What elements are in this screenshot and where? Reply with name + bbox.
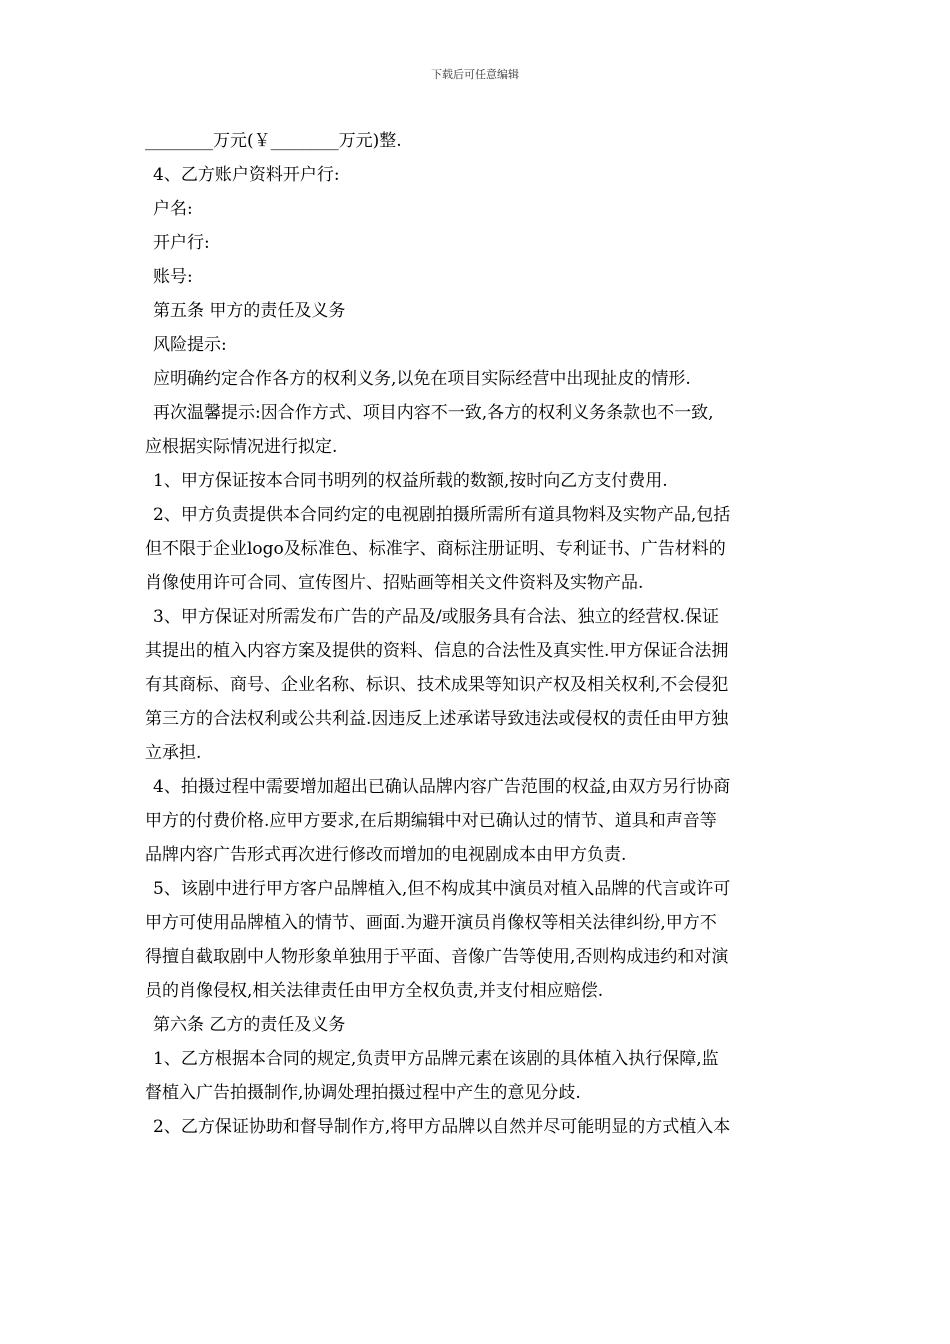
text-line: ________万元(￥________万元)整. (145, 131, 402, 151)
text-line: 2、甲方负责提供本合同约定的电视剧拍摄所需所有道具物料及实物产品,包括 (153, 505, 731, 525)
text-line: 1、乙方根据本合同的规定,负责甲方品牌元素在该剧的具体植入执行保障,监 (153, 1049, 719, 1069)
text-line: 4、乙方账户资料开户行: (153, 165, 340, 185)
text-line: 应明确约定合作各方的权利义务,以免在项目实际经营中出现扯皮的情形. (153, 369, 691, 389)
text-line: 肖像使用许可合同、宣传图片、招贴画等相关文件资料及实物产品. (145, 573, 644, 593)
text-line: 户名: (153, 199, 193, 219)
text-line: 1、甲方保证按本合同书明列的权益所载的数额,按时向乙方支付费用. (153, 471, 668, 491)
text-line: 其提出的植入内容方案及提供的资料、信息的合法性及真实性.甲方保证合法拥 (145, 641, 729, 661)
text-line: 甲方可使用品牌植入的情节、画面.为避开演员肖像权等相关法律纠纷,甲方不 (145, 913, 717, 933)
text-line: 5、该剧中进行甲方客户品牌植入,但不构成其中演员对植入品牌的代言或许可 (153, 879, 731, 899)
text-line: 第三方的合法权利或公共利益.因违反上述承诺导致违法或侵权的责任由甲方独 (145, 709, 729, 729)
text-line: 账号: (153, 267, 193, 287)
page-header-watermark: 下载后可任意编辑 (431, 68, 519, 81)
text-line: 3、甲方保证对所需发布广告的产品及/或服务具有合法、独立的经营权.保证 (153, 607, 719, 627)
text-line: 第五条 甲方的责任及义务 (153, 301, 346, 321)
text-line: 品牌内容广告形式再次进行修改而增加的电视剧成本由甲方负责. (145, 845, 627, 865)
text-line: 2、乙方保证协助和督导制作方,将甲方品牌以自然并尽可能明显的方式植入本 (153, 1117, 731, 1137)
document-body (145, 124, 810, 1144)
text-line: 应根据实际情况进行拟定. (145, 437, 338, 457)
text-line: 再次温馨提示:因合作方式、项目内容不一致,各方的权利义务条款也不一致, (153, 403, 714, 423)
text-line: 得擅自截取剧中人物形象单独用于平面、音像广告等使用,否则构成违约和对演 (145, 947, 729, 967)
text-line: 开户行: (153, 233, 210, 253)
text-line: 第六条 乙方的责任及义务 (153, 1015, 346, 1035)
text-line: 甲方的付费价格.应甲方要求,在后期编辑中对已确认过的情节、道具和声音等 (145, 811, 717, 831)
text-line: 但不限于企业logo及标准色、标准字、商标注册证明、专利证书、广告材料的 (145, 539, 726, 559)
text-line: 员的肖像侵权,相关法律责任由甲方全权负责,并支付相应赔偿. (145, 981, 604, 1001)
text-line: 4、拍摄过程中需要增加超出已确认品牌内容广告范围的权益,由双方另行协商 (153, 777, 731, 797)
text-line: 风险提示: (153, 335, 227, 355)
text-line: 督植入广告拍摄制作,协调处理拍摄过程中产生的意见分歧. (145, 1083, 581, 1103)
text-line: 立承担. (145, 743, 202, 763)
text-line: 有其商标、商号、企业名称、标识、技术成果等知识产权及相关权利,不会侵犯 (145, 675, 729, 695)
